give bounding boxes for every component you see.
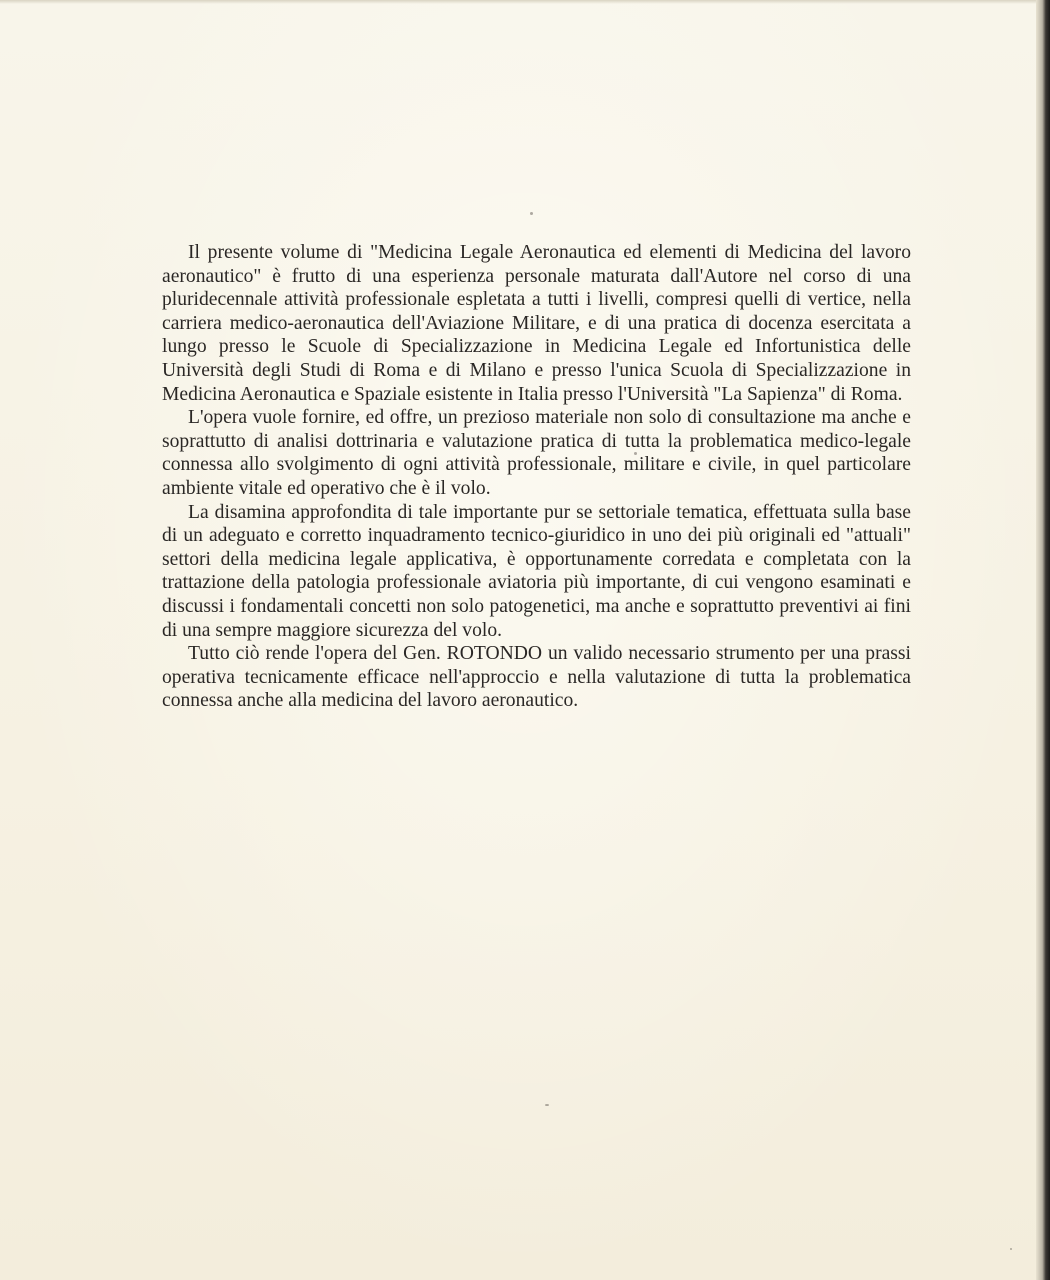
preface-text xyxy=(162,241,911,713)
paragraph-3: La disamina approfondita di tale importante pur se settoriale tematica, effettuata sulla base di un adeguato e corretto inquadramento tecnico-giuridico in uno dei più originali ed "attuali" settori della medicina legale applicativa, è opportunamente corredata e completata con la trattazione della patologia professionale aviatoria più importante, di cui vengono esaminati e discussi i fondamentali concetti non solo patogenetici, ma anche e soprattutto preventivi ai fini di una sempre maggiore sicurezza del volo. xyxy=(162,501,911,641)
paragraph-4: Tutto ciò rende l'opera del Gen. ROTONDO un valido necessario strumento per una prassi operativa tecnicamente efficace nell'approccio e nella valutazione di tutta la problematica connessa anche alla medicina del lavoro aeronautico. xyxy=(162,643,911,712)
page-top-shadow xyxy=(0,0,1036,4)
paragraph-2: L'opera vuole fornire, ed offre, un prezioso materiale non solo di consultazione ma anche e soprattutto di analisi dottrinaria e valutazione pratica di tutta la problematica medico-legale connessa allo svolgimento di ogni attività professionale, militare e civile, in quel particolare ambiente vitale ed operativo che è il volo. xyxy=(162,407,911,499)
page-right-edge xyxy=(1036,0,1050,1280)
paragraph-1: Il presente volume di "Medicina Legale Aeronautica ed elementi di Medicina del lavoro aeronautico" è frutto di una esperienza personale maturata dall'Autore nel corso di una pluridecennale attività professionale espletata a tutti i livelli, compresi quelli di vertice, nella carriera medico-aeronautica dell'Aviazione Militare, e di una pratica di docenza esercitata a lungo presso le Scuole di Specializzazione in Medicina Legale ed Infortunistica delle Università degli Studi di Roma e di Milano e presso l'unica Scuola di Specializzazione in Medicina Aeronautica e Spaziale esistente in Italia presso l'Università "La Sapienza" di Roma. xyxy=(162,242,911,405)
